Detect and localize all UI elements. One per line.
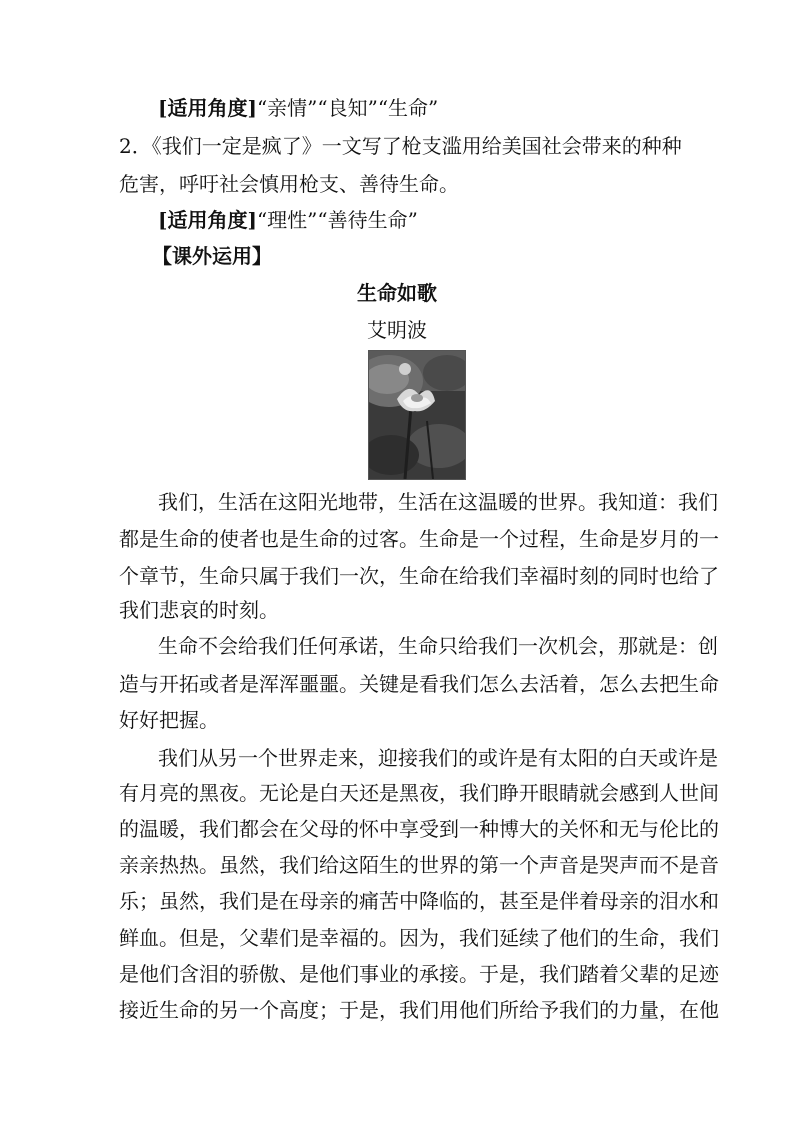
paragraph-3-line-5: 乐；虽然，我们是在母亲的痛苦中降临的，甚至是伴着母亲的泪水和: [119, 889, 719, 913]
item-2-line-2: 危害，呼吁社会慎用枪支、善待生命。: [119, 172, 459, 196]
paragraph-3-line-6: 鲜血。但是，父辈们是幸福的。因为，我们延续了他们的生命，我们: [119, 926, 719, 950]
item-2-line-1: 2．《我们一定是疯了》一文写了枪支滥用给美国社会带来的种种: [119, 134, 682, 158]
application-angle-line-1: [158, 96, 438, 120]
paragraph-3-line-4: 亲亲热热。虽然，我们给这陌生的世界的第一个声音是哭声而不是音: [119, 853, 719, 877]
application-angle-label: [适用角度]: [158, 208, 257, 232]
paragraph-3-line-8: 接近生命的另一个高度；于是，我们用他们所给予我们的力量，在他: [119, 998, 719, 1022]
paragraph-3-line-1: 我们从另一个世界走来，迎接我们的或许是有太阳的白天或许是: [158, 746, 718, 770]
application-angle-label: [适用角度]: [158, 96, 257, 120]
paragraph-2-line-1: 生命不会给我们任何承诺，生命只给我们一次机会，那就是：创: [158, 634, 718, 658]
paragraph-1-line-4: 我们悲哀的时刻。: [119, 598, 279, 622]
lotus-image: [369, 351, 465, 479]
lotus-photo: [368, 350, 466, 480]
article-title: 生命如歌: [357, 281, 437, 305]
paragraph-1-line-2: 都是生命的使者也是生命的过客。生命是一个过程，生命是岁月的一: [119, 527, 719, 551]
application-angle-line-2: [158, 208, 418, 232]
paragraph-1-line-3: 个章节，生命只属于我们一次，生命在给我们幸福时刻的同时也给了: [119, 564, 719, 588]
application-angle-text: “理性”“善待生命”: [256, 208, 418, 232]
section-heading: 【课外运用】: [152, 244, 272, 268]
paragraph-3-line-7: 是他们含泪的骄傲、是他们事业的承接。于是，我们踏着父辈的足迹: [119, 962, 719, 986]
paragraph-3-line-2: 有月亮的黑夜。无论是白天还是黑夜，我们睁开眼睛就会感到人世间: [119, 781, 719, 805]
paragraph-3-line-3: 的温暖，我们都会在父母的怀中享受到一种博大的关怀和无与伦比的: [119, 817, 719, 841]
paragraph-2-line-3: 好好把握。: [119, 708, 219, 732]
paragraph-1-line-1: 我们，生活在这阳光地带，生活在这温暖的世界。我知道：我们: [158, 490, 718, 514]
application-angle-text: “亲情”“良知”“生命”: [256, 96, 439, 120]
paragraph-2-line-2: 造与开拓或者是浑浑噩噩。关键是看我们怎么去活着，怎么去把生命: [119, 672, 719, 696]
article-author: 艾明波: [367, 318, 427, 342]
